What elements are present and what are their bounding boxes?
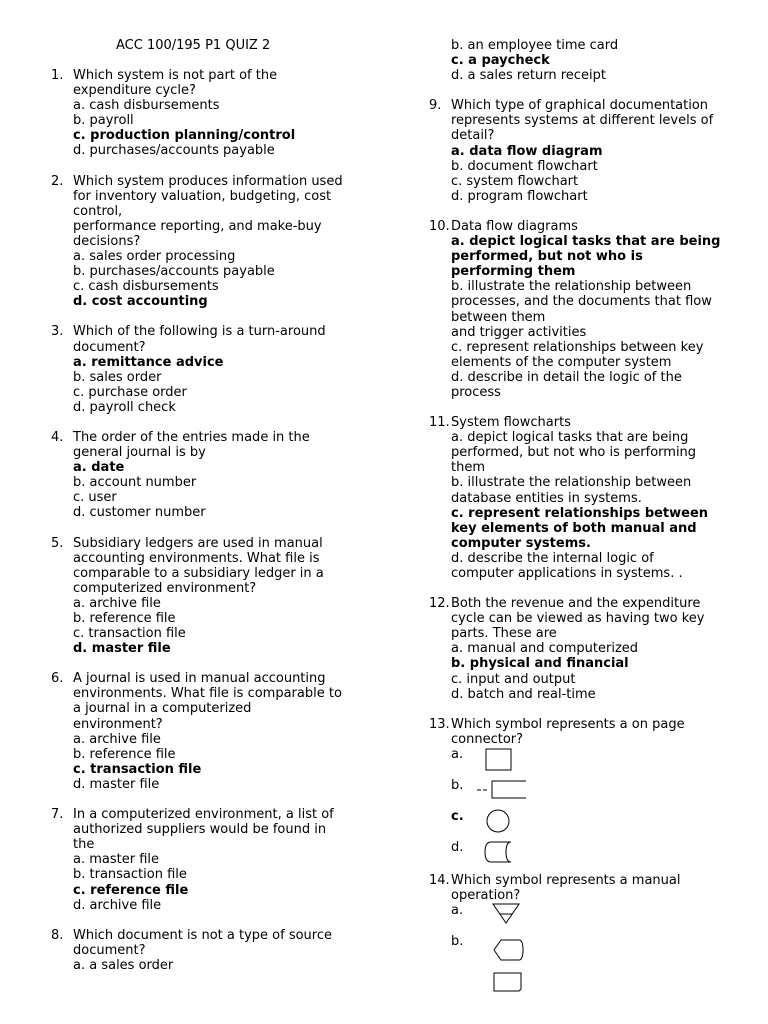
answer-option: b. sales order	[73, 369, 162, 385]
question-3	[51, 324, 371, 415]
question-stem-line: Both the revenue and the expenditure	[451, 596, 701, 612]
question-number: 4.	[51, 429, 64, 445]
answer-option: database entities in systems.	[451, 490, 642, 506]
answer-option: a. archive file	[73, 731, 161, 747]
symbol-option	[451, 965, 759, 996]
answer-option: b. an employee time card	[451, 38, 619, 53]
answer-option: b. document flowchart	[451, 158, 598, 174]
question-stem-line: Subsidiary ledgers are used in manual	[73, 535, 323, 551]
question-11	[429, 415, 759, 581]
answer-option: d. master file	[73, 776, 160, 792]
page-title: ACC 100/195 P1 QUIZ 2	[116, 38, 271, 53]
question-stem-line: for inventory valuation, budgeting, cost	[73, 188, 332, 204]
question-stem-line: environment?	[73, 716, 163, 732]
option-label: b.	[451, 934, 464, 950]
process-rectangle-icon	[481, 747, 513, 777]
answer-option: elements of the computer system	[451, 354, 672, 370]
answer-option: a. archive file	[73, 595, 161, 611]
answer-option: b. purchases/accounts payable	[73, 264, 275, 280]
question-number: 7.	[51, 807, 64, 823]
question-stem-line: general journal is by	[73, 445, 206, 461]
answer-option: b. payroll	[73, 113, 134, 129]
correct-answer-option: a. depict logical tasks that are being	[451, 234, 721, 250]
question-number: 12.	[429, 596, 450, 612]
question-stem-line: Data flow diagrams	[451, 218, 578, 234]
option-label: d.	[451, 839, 464, 855]
question-stem-line: Which system produces information used	[73, 173, 343, 189]
answer-option: b. reference file	[73, 746, 176, 762]
question-number: 14.	[429, 872, 450, 888]
answer-option: a. cash disbursements	[73, 98, 220, 114]
answer-option: a. depict logical tasks that are being	[451, 430, 689, 446]
question-stem-line: represents systems at different levels of	[451, 113, 714, 129]
symbol-option	[451, 934, 759, 965]
question-12	[429, 596, 759, 702]
question-stem-line: Which symbol represents a manual	[451, 872, 681, 888]
correct-answer-option: c. a paycheck	[451, 53, 550, 69]
correct-answer-option: a. date	[73, 460, 125, 476]
question-5	[51, 536, 371, 657]
symbol-option	[451, 747, 759, 778]
option-label: b.	[451, 777, 464, 793]
correct-answer-option: c. represent relationships between	[451, 505, 709, 521]
left-column	[51, 68, 371, 973]
question-stem-line: environments. What file is comparable to	[73, 686, 342, 702]
question-stem-line: Which document is not a type of source	[73, 927, 332, 943]
question-stem-line: Which type of graphical documentation	[451, 98, 709, 114]
magnetic-disk-icon	[481, 840, 513, 870]
question-stem-line: A journal is used in manual accounting	[73, 671, 326, 687]
answer-option: performed, but not who is performing	[451, 445, 697, 461]
question-stem-line: cycle can be viewed as having two key	[451, 611, 705, 627]
question-stem-line: control,	[73, 203, 123, 219]
correct-answer-option: d. master file	[73, 641, 171, 657]
answer-option: and trigger activities	[451, 324, 587, 340]
correct-answer-option: c. reference file	[73, 882, 189, 898]
correct-answer-option: performed, but not who is	[451, 249, 643, 265]
answer-option: d. payroll check	[73, 399, 176, 415]
question-stem-line: comparable to a subsidiary ledger in a	[73, 565, 324, 581]
question-6	[51, 671, 371, 792]
answer-option: process	[451, 384, 501, 400]
option-label: a.	[451, 903, 464, 919]
question-stem-line: decisions?	[73, 233, 141, 249]
question-stem-line: accounting environments. What file is	[73, 550, 320, 566]
correct-answer-option: computer systems.	[451, 535, 591, 551]
answer-option: c. user	[73, 490, 117, 506]
correct-answer-option: performing them	[451, 264, 576, 280]
question-stem-line: The order of the entries made in the	[73, 429, 310, 445]
question-number: 8.	[51, 927, 64, 943]
symbol-option	[451, 809, 759, 840]
answer-option: b. illustrate the relationship between	[451, 279, 692, 295]
answer-option: a. sales order processing	[73, 249, 236, 265]
question-stem-line: document?	[73, 942, 146, 958]
question-number: 5.	[51, 535, 64, 551]
question-2	[51, 174, 371, 310]
right-column	[429, 38, 759, 996]
question-stem-line: performance reporting, and make-buy	[73, 218, 322, 234]
question-13	[429, 717, 759, 871]
question-stem-line: connector?	[451, 731, 524, 747]
correct-answer-option: a. data flow diagram	[451, 143, 603, 159]
correct-answer-option: c. production planning/control	[73, 128, 296, 144]
answer-option: processes, and the documents that flow	[451, 294, 712, 310]
answer-option: b. account number	[73, 475, 197, 491]
question-stem-line: computerized environment?	[73, 580, 257, 596]
question-4	[51, 430, 371, 521]
question-stem-line: Which symbol represents a on page	[451, 716, 685, 732]
question-number: 6.	[51, 671, 64, 687]
answer-option: d. purchases/accounts payable	[73, 143, 275, 159]
answer-option: c. cash disbursements	[73, 279, 219, 295]
question-1	[51, 68, 371, 159]
question-stem-line: Which of the following is a turn-around	[73, 324, 326, 340]
answer-option: a. a sales order	[73, 957, 174, 973]
question-8	[51, 928, 371, 973]
answer-option: c. represent relationships between key	[451, 339, 704, 355]
question-number: 3.	[51, 324, 64, 340]
correct-answer-option: b. physical and financial	[451, 656, 629, 672]
answer-option: d. program flowchart	[451, 188, 588, 204]
question-number: 9.	[429, 98, 442, 114]
answer-option: b. illustrate the relationship between	[451, 475, 692, 491]
correct-answer-option: key elements of both manual and	[451, 520, 697, 536]
answer-option: b. transaction file	[73, 867, 187, 883]
option-label: a.	[451, 746, 464, 762]
offline-storage-triangle-icon	[481, 903, 521, 933]
question-stem-line: operation?	[451, 888, 521, 904]
question-8-continued	[429, 38, 759, 83]
symbol-option	[451, 840, 759, 871]
question-stem-line: a journal in a computerized	[73, 701, 252, 717]
answer-option: d. describe in detail the logic of the	[451, 369, 682, 385]
answer-option: computer applications in systems. .	[451, 566, 683, 581]
answer-option: d. customer number	[73, 505, 206, 521]
option-label: c.	[451, 808, 464, 824]
question-9	[429, 98, 759, 204]
correct-answer-option: d. cost accounting	[73, 294, 208, 310]
question-stem-line: authorized suppliers would be found in	[73, 822, 327, 838]
answer-option: between them	[451, 309, 546, 325]
answer-option: c. system flowchart	[451, 173, 579, 189]
question-stem-line: In a computerized environment, a list of	[73, 807, 334, 823]
question-number: 11.	[429, 415, 450, 431]
question-stem-line: System flowcharts	[451, 415, 571, 431]
document-icon	[481, 965, 521, 995]
answer-option: c. purchase order	[73, 384, 187, 400]
answer-option: d. a sales return receipt	[451, 68, 606, 84]
question-stem-line: expenditure cycle?	[73, 83, 196, 99]
answer-option: c. input and output	[451, 671, 576, 687]
question-stem-line: the	[73, 837, 95, 853]
answer-option: a. master file	[73, 852, 160, 868]
question-stem-line: parts. These are	[451, 626, 557, 642]
correct-answer-option: c. transaction file	[73, 761, 202, 777]
question-7	[51, 807, 371, 913]
display-terminal-icon	[481, 934, 521, 964]
answer-option: c. transaction file	[73, 626, 186, 642]
answer-option: a. manual and computerized	[451, 641, 639, 657]
answer-option: d. archive file	[73, 897, 162, 913]
question-stem-line: document?	[73, 339, 146, 355]
answer-option: them	[451, 460, 485, 476]
symbol-option	[451, 903, 759, 934]
question-14	[429, 873, 759, 996]
symbol-option	[451, 778, 759, 809]
question-10	[429, 219, 759, 400]
answer-option: d. batch and real-time	[451, 686, 596, 702]
question-number: 10.	[429, 218, 450, 234]
answer-option: d. describe the internal logic of	[451, 550, 654, 566]
answer-option: b. reference file	[73, 611, 176, 626]
question-stem-line: Which system is not part of the	[73, 68, 278, 83]
question-stem-line: detail?	[451, 128, 495, 144]
question-number: 1.	[51, 68, 64, 83]
correct-answer-option: a. remittance advice	[73, 354, 224, 370]
question-number: 13.	[429, 716, 450, 732]
annotation-bracket-icon	[481, 778, 531, 808]
on-page-connector-circle-icon	[481, 809, 513, 839]
question-number: 2.	[51, 173, 64, 189]
